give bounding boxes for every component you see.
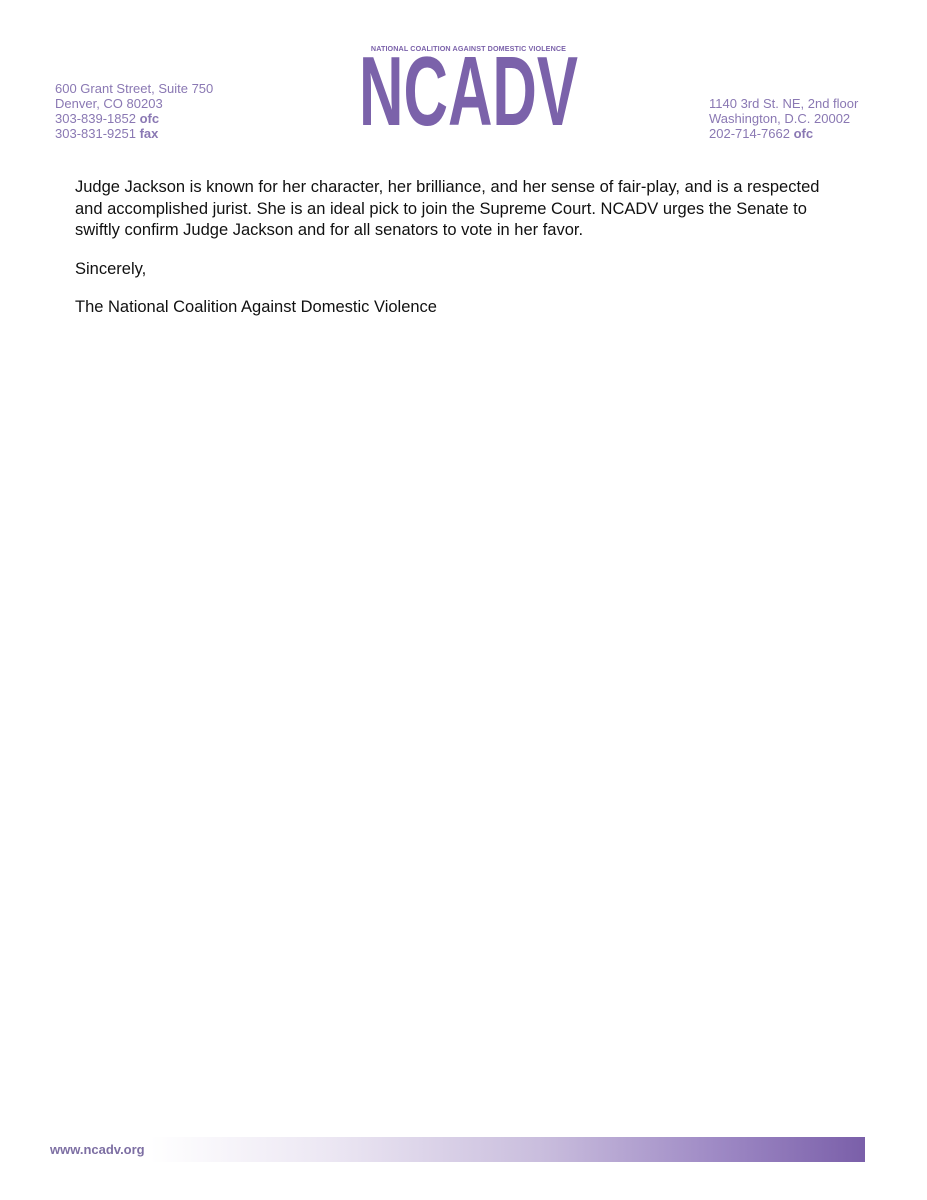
- left-address-city: Denver, CO 80203: [55, 96, 163, 111]
- right-address-office-phone: 202-714-7662 ofc: [709, 126, 814, 141]
- footer-website-link[interactable]: www.ncadv.org: [50, 1142, 145, 1157]
- right-address-block: [709, 96, 858, 141]
- footer-gradient-bar: [150, 1137, 865, 1162]
- letter-signature: The National Coalition Against Domestic Violence: [75, 298, 437, 316]
- logo-wordmark-text: NCADV: [359, 54, 578, 126]
- left-address-fax: 303-831-9251 fax: [55, 126, 159, 141]
- left-address-block: [55, 81, 213, 141]
- left-address-office-phone: 303-839-1852 ofc: [55, 111, 160, 126]
- logo-tagline: NATIONAL COALITION AGAINST DOMESTIC VIOLENCE: [370, 44, 567, 53]
- ncadv-logo: [358, 44, 579, 128]
- letter-closing: Sincerely,: [75, 259, 147, 278]
- right-address-city: Washington, D.C. 20002: [709, 111, 851, 126]
- logo-wordmark: [358, 54, 579, 126]
- letter-body: [75, 177, 845, 336]
- left-address-street: 600 Grant Street, Suite 750: [55, 81, 214, 96]
- right-address-street: 1140 3rd St. NE, 2nd floor: [709, 96, 859, 111]
- letter-paragraph: Judge Jackson is known for her character, her brilliance, and her sense of fair-play, and is a respected and accomplished jurist. She is an ideal pick to join the Supreme Court. NCADV urges the Senate to swiftly confirm Judge Jackson and for all senators to vote in her favor.: [75, 178, 820, 239]
